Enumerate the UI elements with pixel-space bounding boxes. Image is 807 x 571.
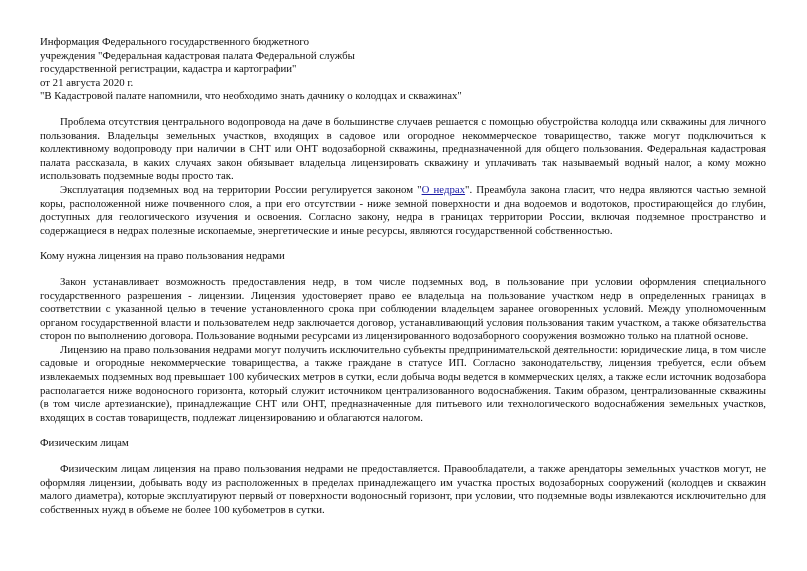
intro-paragraph-2-end: ". Преамбула закона гласит, что недра являются частью земной коры, расположенной ниже почвенного слоя, а при его отсутствии - ниже земной поверхности и дна водоемов и водотоков, простирающейся до глубин, доступных для геологического изучения и освоения. Согласно закону, недра в границах территории России, включая подземное пространство и содержащиеся в недрах полезные ископаемые, энергетические и иные ресурсы, являются государственной собственностью. xyxy=(40,183,766,237)
intro-paragraph-2-start: Эксплуатация подземных вод на территории России регулируется законом " xyxy=(60,183,422,196)
intro-paragraph-1: Проблема отсутствия центрального водопровода на даче в большинстве случаев решается с помощью обустройства колодца или скважины для личного пользования. Владельцы земельных участков, входящих в садовое или огородное некоммерческое товарищество, также могут подключиться к коллективному водопроводу при наличии в СНТ или ОНТ водозаборной скважины, предназначенной для общего пользования. Федеральная кадастровая палата рассказала, в каких случаях закон обязывает владельца лицензировать скважину и уплачивать так называемый водный налог, а кому можно использовать подземные воды просто так. xyxy=(40,115,766,183)
license-paragraph-1: Закон устанавливает возможность предоставления недр, в том числе подземных вод, в пользование при условии оформления специального государственного разрешения - лицензии. Лицензия удостоверяет право ее владельца на пользование участком недр в определенных границах в соответствии с указанной целью в течение установленного срока при соблюдении владельцем заранее оговоренных условий. Между уполномоченным органом государственной власти и пользователем недр заключается договор, устанавливающий условия пользования таким участком, а также обязательства сторон по выполнению договора. Пользование водными ресурсами из лицензированного водозаборного сооружения возможно только на платной основе. xyxy=(40,275,766,343)
law-on-subsoil-link[interactable]: О недрах xyxy=(421,183,466,196)
license-paragraph-2: Лицензию на право пользования недрами могут получить исключительно субъекты предпринимательской деятельности: юридические лица, в том числе садовые и огородные некоммерческие товарищества, а также граждане в статусе ИП. Согласно законодательству, лицензия требуется, если объем извлекаемых подземных вод превышает 100 кубических метров в сутки, если добыча воды ведется в коммерческих целях, а также если источник водозабора располагается ниже водоносного горизонта, который служит источником централизованного водоснабжения. Таким образом, централизованные скважины (в том числе артезианские), принадлежащие СНТ или ОНТ, предназначенные для питьевого или технологического водоснабжения земельных участков, входящих в состав товариществ, подлежат лицензированию и облагаются налогом. xyxy=(40,343,766,424)
document-header xyxy=(40,36,766,104)
intro-paragraph-2 xyxy=(40,184,766,238)
header-line-organization: Информация Федерального государственного бюджетного xyxy=(40,36,309,48)
section-title-license: Кому нужна лицензия на право пользования недрами xyxy=(40,250,285,263)
section-title-individuals: Физическим лицам xyxy=(40,437,129,450)
header-line-institution: учреждения "Федеральная кадастровая палата Федеральной службы xyxy=(40,49,355,62)
header-line-date: от 21 августа 2020 г. xyxy=(40,76,134,89)
document-page xyxy=(40,36,766,517)
individuals-paragraph-1: Физическим лицам лицензия на право пользования недрами не предоставляется. Правообладатели, а также арендаторы земельных участков могут, не оформляя лицензии, добывать воду из расположенных в пределах принадлежащего им участка простых водозаборных сооружений (колодцев и скважин малого диаметра), которые эксплуатируют первый от поверхности водоносный горизонт, при условии, что подземные воды извлекаются исключительно для собственных нужд в объеме не более 100 кубометров в сутки. xyxy=(40,463,766,516)
header-line-title: "В Кадастровой палате напомнили, что необходимо знать дачнику о колодцах и скважинах" xyxy=(40,90,462,103)
header-line-service: государственной регистрации, кадастра и картографии" xyxy=(40,63,297,76)
